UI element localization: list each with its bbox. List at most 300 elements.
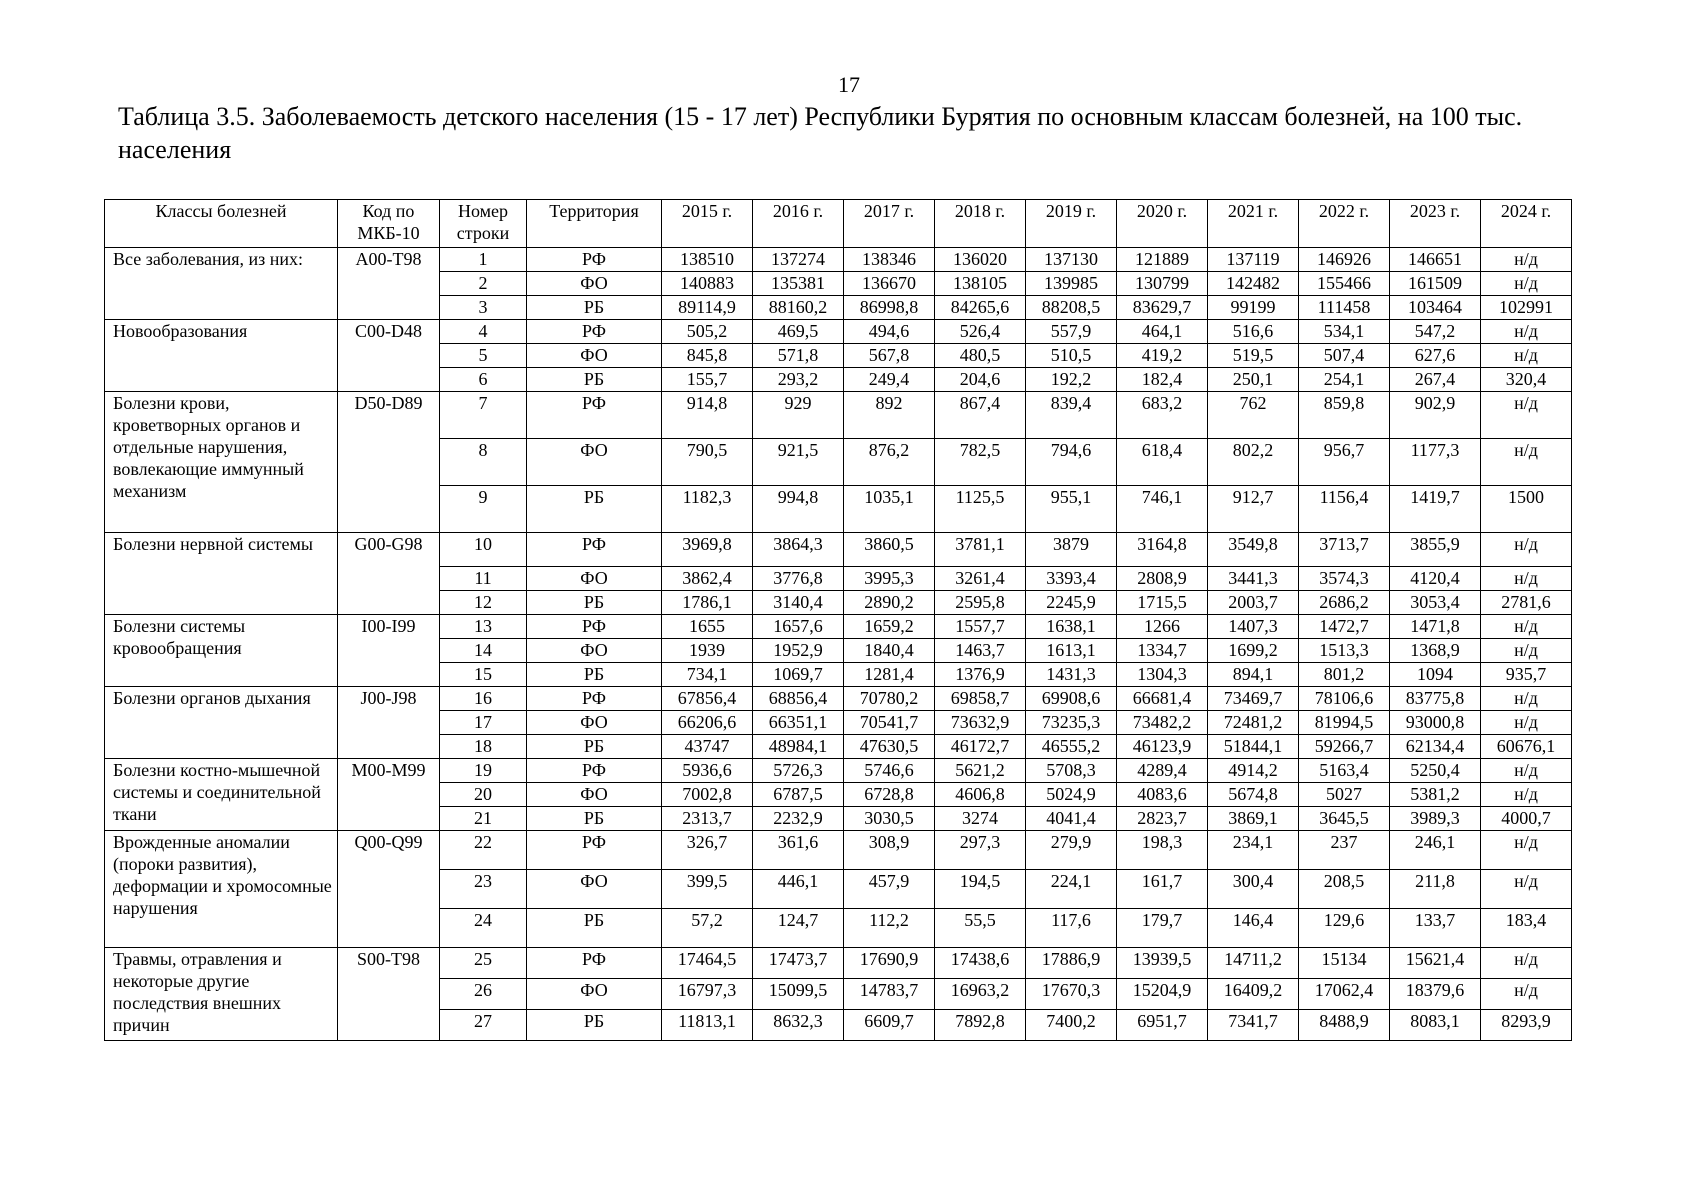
value-cell: 1472,7	[1299, 615, 1390, 639]
header-cell: 2019 г.	[1026, 200, 1117, 248]
value-cell: 3989,3	[1390, 807, 1481, 831]
value-cell: 320,4	[1481, 368, 1572, 392]
value-cell: 1035,1	[844, 486, 935, 533]
value-cell: 4120,4	[1390, 567, 1481, 591]
row-number-cell: 13	[440, 615, 527, 639]
value-cell: 146651	[1390, 248, 1481, 272]
value-cell: 11813,1	[662, 1010, 753, 1041]
value-cell: 66681,4	[1117, 687, 1208, 711]
value-cell: 211,8	[1390, 870, 1481, 909]
row-number-cell: 19	[440, 759, 527, 783]
territory-cell: РФ	[527, 948, 662, 979]
value-cell: 111458	[1299, 296, 1390, 320]
disease-class-cell: Болезни костно-мышечной системы и соединительной ткани	[105, 759, 338, 831]
value-cell: 3860,5	[844, 533, 935, 567]
value-cell: 5674,8	[1208, 783, 1299, 807]
value-cell: 361,6	[753, 831, 844, 870]
value-cell: 18379,6	[1390, 979, 1481, 1010]
value-cell: 249,4	[844, 368, 935, 392]
value-cell: 734,1	[662, 663, 753, 687]
value-cell: 1952,9	[753, 639, 844, 663]
value-cell: 3781,1	[935, 533, 1026, 567]
value-cell: 183,4	[1481, 909, 1572, 948]
value-cell: 46555,2	[1026, 735, 1117, 759]
value-cell: 1431,3	[1026, 663, 1117, 687]
value-cell: 194,5	[935, 870, 1026, 909]
value-cell: 790,5	[662, 439, 753, 486]
value-cell: 399,5	[662, 870, 753, 909]
value-cell: н/д	[1481, 783, 1572, 807]
territory-cell: РФ	[527, 533, 662, 567]
table-body	[105, 248, 1572, 1041]
value-cell: 2781,6	[1481, 591, 1572, 615]
value-cell: 68856,4	[753, 687, 844, 711]
value-cell: 1500	[1481, 486, 1572, 533]
value-cell: 139985	[1026, 272, 1117, 296]
value-cell: н/д	[1481, 567, 1572, 591]
value-cell: 135381	[753, 272, 844, 296]
territory-cell: РФ	[527, 615, 662, 639]
value-cell: 3053,4	[1390, 591, 1481, 615]
value-cell: 516,6	[1208, 320, 1299, 344]
value-cell: 66206,6	[662, 711, 753, 735]
header-cell: Классы болезней	[105, 200, 338, 248]
row-number-cell: 27	[440, 1010, 527, 1041]
icd-code-cell: I00-I99	[338, 615, 440, 687]
territory-cell: РФ	[527, 759, 662, 783]
value-cell: 929	[753, 392, 844, 439]
value-cell: 1939	[662, 639, 753, 663]
value-cell: 73235,3	[1026, 711, 1117, 735]
value-cell: 801,2	[1299, 663, 1390, 687]
value-cell: 746,1	[1117, 486, 1208, 533]
value-cell: 136670	[844, 272, 935, 296]
value-cell: 2245,9	[1026, 591, 1117, 615]
territory-cell: РБ	[527, 663, 662, 687]
value-cell: 3713,7	[1299, 533, 1390, 567]
value-cell: 16797,3	[662, 979, 753, 1010]
value-cell: 5027	[1299, 783, 1390, 807]
value-cell: 161509	[1390, 272, 1481, 296]
value-cell: 1699,2	[1208, 639, 1299, 663]
value-cell: 1715,5	[1117, 591, 1208, 615]
value-cell: 2003,7	[1208, 591, 1299, 615]
territory-cell: ФО	[527, 567, 662, 591]
value-cell: н/д	[1481, 711, 1572, 735]
disease-class-cell: Болезни органов дыхания	[105, 687, 338, 759]
icd-code-cell: J00-J98	[338, 687, 440, 759]
row-number-cell: 23	[440, 870, 527, 909]
table-header-row	[105, 200, 1572, 248]
value-cell: 921,5	[753, 439, 844, 486]
territory-cell: ФО	[527, 639, 662, 663]
value-cell: 129,6	[1299, 909, 1390, 948]
value-cell: 67856,4	[662, 687, 753, 711]
value-cell: 3140,4	[753, 591, 844, 615]
value-cell: 419,2	[1117, 344, 1208, 368]
territory-cell: РБ	[527, 296, 662, 320]
value-cell: 204,6	[935, 368, 1026, 392]
value-cell: 7400,2	[1026, 1010, 1117, 1041]
header-cell: Код по МКБ-10	[338, 200, 440, 248]
value-cell: 15204,9	[1117, 979, 1208, 1010]
value-cell: н/д	[1481, 870, 1572, 909]
value-cell: 912,7	[1208, 486, 1299, 533]
value-cell: 137130	[1026, 248, 1117, 272]
value-cell: 146,4	[1208, 909, 1299, 948]
disease-class-cell: Болезни крови, кроветворных органов и отдельные нарушения, вовлекающие иммунный механизм	[105, 392, 338, 533]
value-cell: 308,9	[844, 831, 935, 870]
value-cell: 136020	[935, 248, 1026, 272]
row-number-cell: 9	[440, 486, 527, 533]
value-cell: 464,1	[1117, 320, 1208, 344]
header-cell: 2021 г.	[1208, 200, 1299, 248]
table-row	[105, 948, 1572, 979]
value-cell: 2890,2	[844, 591, 935, 615]
value-cell: 2808,9	[1117, 567, 1208, 591]
table-row	[105, 615, 1572, 639]
value-cell: 914,8	[662, 392, 753, 439]
value-cell: 99199	[1208, 296, 1299, 320]
value-cell: 892	[844, 392, 935, 439]
value-cell: 198,3	[1117, 831, 1208, 870]
value-cell: 480,5	[935, 344, 1026, 368]
row-number-cell: 5	[440, 344, 527, 368]
value-cell: 4289,4	[1117, 759, 1208, 783]
value-cell: 1638,1	[1026, 615, 1117, 639]
value-cell: 112,2	[844, 909, 935, 948]
value-cell: 3164,8	[1117, 533, 1208, 567]
value-cell: 81994,5	[1299, 711, 1390, 735]
value-cell: 46123,9	[1117, 735, 1208, 759]
header-cell: 2024 г.	[1481, 200, 1572, 248]
morbidity-table	[104, 199, 1572, 1041]
row-number-cell: 14	[440, 639, 527, 663]
value-cell: 1304,3	[1117, 663, 1208, 687]
value-cell: 3549,8	[1208, 533, 1299, 567]
value-cell: 16409,2	[1208, 979, 1299, 1010]
value-cell: 627,6	[1390, 344, 1481, 368]
value-cell: 73482,2	[1117, 711, 1208, 735]
row-number-cell: 7	[440, 392, 527, 439]
value-cell: 1407,3	[1208, 615, 1299, 639]
header-cell: Номер строки	[440, 200, 527, 248]
value-cell: 121889	[1117, 248, 1208, 272]
value-cell: 5024,9	[1026, 783, 1117, 807]
territory-cell: РФ	[527, 392, 662, 439]
value-cell: 66351,1	[753, 711, 844, 735]
territory-cell: РБ	[527, 368, 662, 392]
value-cell: 3969,8	[662, 533, 753, 567]
value-cell: 505,2	[662, 320, 753, 344]
row-number-cell: 26	[440, 979, 527, 1010]
value-cell: 326,7	[662, 831, 753, 870]
value-cell: 5163,4	[1299, 759, 1390, 783]
value-cell: 3393,4	[1026, 567, 1117, 591]
value-cell: 142482	[1208, 272, 1299, 296]
value-cell: 1334,7	[1117, 639, 1208, 663]
value-cell: 1557,7	[935, 615, 1026, 639]
table-row	[105, 320, 1572, 344]
value-cell: 17464,5	[662, 948, 753, 979]
value-cell: 571,8	[753, 344, 844, 368]
value-cell: 57,2	[662, 909, 753, 948]
territory-cell: РБ	[527, 807, 662, 831]
value-cell: 4041,4	[1026, 807, 1117, 831]
value-cell: 8293,9	[1481, 1010, 1572, 1041]
value-cell: 4083,6	[1117, 783, 1208, 807]
disease-class-cell: Врожденные аномалии (пороки развития), деформации и хромосомные нарушения	[105, 831, 338, 948]
value-cell: 88208,5	[1026, 296, 1117, 320]
value-cell: 5726,3	[753, 759, 844, 783]
territory-cell: ФО	[527, 439, 662, 486]
disease-class-cell: Травмы, отравления и некоторые другие последствия внешних причин	[105, 948, 338, 1041]
value-cell: 3862,4	[662, 567, 753, 591]
territory-cell: РБ	[527, 909, 662, 948]
value-cell: 3869,1	[1208, 807, 1299, 831]
value-cell: 47630,5	[844, 735, 935, 759]
value-cell: 1613,1	[1026, 639, 1117, 663]
value-cell: 17438,6	[935, 948, 1026, 979]
row-number-cell: 8	[440, 439, 527, 486]
value-cell: 526,4	[935, 320, 1026, 344]
territory-cell: ФО	[527, 272, 662, 296]
value-cell: 224,1	[1026, 870, 1117, 909]
value-cell: 55,5	[935, 909, 1026, 948]
value-cell: 935,7	[1481, 663, 1572, 687]
value-cell: 17473,7	[753, 948, 844, 979]
value-cell: 51844,1	[1208, 735, 1299, 759]
value-cell: 3645,5	[1299, 807, 1390, 831]
row-number-cell: 2	[440, 272, 527, 296]
value-cell: 1156,4	[1299, 486, 1390, 533]
value-cell: 300,4	[1208, 870, 1299, 909]
row-number-cell: 4	[440, 320, 527, 344]
icd-code-cell: G00-G98	[338, 533, 440, 615]
value-cell: н/д	[1481, 392, 1572, 439]
value-cell: н/д	[1481, 759, 1572, 783]
territory-cell: ФО	[527, 870, 662, 909]
value-cell: 3274	[935, 807, 1026, 831]
value-cell: 547,2	[1390, 320, 1481, 344]
value-cell: 867,4	[935, 392, 1026, 439]
value-cell: 7002,8	[662, 783, 753, 807]
value-cell: 519,5	[1208, 344, 1299, 368]
value-cell: 1182,3	[662, 486, 753, 533]
value-cell: 73469,7	[1208, 687, 1299, 711]
header-cell: 2015 г.	[662, 200, 753, 248]
territory-cell: РБ	[527, 735, 662, 759]
header-cell: 2020 г.	[1117, 200, 1208, 248]
value-cell: 15134	[1299, 948, 1390, 979]
territory-cell: РБ	[527, 486, 662, 533]
value-cell: 246,1	[1390, 831, 1481, 870]
icd-code-cell: D50-D89	[338, 392, 440, 533]
value-cell: н/д	[1481, 831, 1572, 870]
territory-cell: РФ	[527, 831, 662, 870]
value-cell: 1125,5	[935, 486, 1026, 533]
value-cell: 93000,8	[1390, 711, 1481, 735]
territory-cell: ФО	[527, 344, 662, 368]
value-cell: 86998,8	[844, 296, 935, 320]
row-number-cell: 18	[440, 735, 527, 759]
icd-code-cell: Q00-Q99	[338, 831, 440, 948]
value-cell: 15099,5	[753, 979, 844, 1010]
value-cell: 1069,7	[753, 663, 844, 687]
row-number-cell: 25	[440, 948, 527, 979]
value-cell: 138510	[662, 248, 753, 272]
territory-cell: ФО	[527, 783, 662, 807]
value-cell: 2313,7	[662, 807, 753, 831]
row-number-cell: 24	[440, 909, 527, 948]
value-cell: 3855,9	[1390, 533, 1481, 567]
value-cell: 534,1	[1299, 320, 1390, 344]
row-number-cell: 1	[440, 248, 527, 272]
row-number-cell: 15	[440, 663, 527, 687]
header-cell: 2017 г.	[844, 200, 935, 248]
value-cell: 155,7	[662, 368, 753, 392]
value-cell: 179,7	[1117, 909, 1208, 948]
header-cell: 2022 г.	[1299, 200, 1390, 248]
territory-cell: РФ	[527, 687, 662, 711]
value-cell: 1419,7	[1390, 486, 1481, 533]
value-cell: 267,4	[1390, 368, 1481, 392]
value-cell: 83775,8	[1390, 687, 1481, 711]
value-cell: 59266,7	[1299, 735, 1390, 759]
row-number-cell: 6	[440, 368, 527, 392]
row-number-cell: 3	[440, 296, 527, 320]
value-cell: 17670,3	[1026, 979, 1117, 1010]
value-cell: 70780,2	[844, 687, 935, 711]
value-cell: 6787,5	[753, 783, 844, 807]
value-cell: 60676,1	[1481, 735, 1572, 759]
value-cell: н/д	[1481, 344, 1572, 368]
value-cell: 782,5	[935, 439, 1026, 486]
value-cell: 1094	[1390, 663, 1481, 687]
value-cell: н/д	[1481, 320, 1572, 344]
value-cell: 2232,9	[753, 807, 844, 831]
value-cell: 279,9	[1026, 831, 1117, 870]
header-cell: 2016 г.	[753, 200, 844, 248]
territory-cell: РБ	[527, 591, 662, 615]
value-cell: 902,9	[1390, 392, 1481, 439]
header-cell: 2018 г.	[935, 200, 1026, 248]
value-cell: 8083,1	[1390, 1010, 1481, 1041]
value-cell: н/д	[1481, 687, 1572, 711]
value-cell: 17690,9	[844, 948, 935, 979]
table-title: Таблица 3.5. Заболеваемость детского населения (15 - 17 лет) Республики Бурятия по основным классам болезней, на 100 тыс. населения	[118, 102, 1523, 164]
value-cell: 130799	[1117, 272, 1208, 296]
value-cell: 138346	[844, 248, 935, 272]
value-cell: 3879	[1026, 533, 1117, 567]
value-cell: 1368,9	[1390, 639, 1481, 663]
value-cell: 14783,7	[844, 979, 935, 1010]
value-cell: 507,4	[1299, 344, 1390, 368]
value-cell: н/д	[1481, 639, 1572, 663]
value-cell: 182,4	[1117, 368, 1208, 392]
value-cell: 2823,7	[1117, 807, 1208, 831]
icd-code-cell: A00-T98	[338, 248, 440, 320]
value-cell: 137119	[1208, 248, 1299, 272]
value-cell: 802,2	[1208, 439, 1299, 486]
value-cell: 234,1	[1208, 831, 1299, 870]
value-cell: 6951,7	[1117, 1010, 1208, 1041]
value-cell: 69908,6	[1026, 687, 1117, 711]
value-cell: 117,6	[1026, 909, 1117, 948]
row-number-cell: 16	[440, 687, 527, 711]
value-cell: 73632,9	[935, 711, 1026, 735]
value-cell: 876,2	[844, 439, 935, 486]
disease-class-cell: Новообразования	[105, 320, 338, 392]
row-number-cell: 20	[440, 783, 527, 807]
value-cell: 4914,2	[1208, 759, 1299, 783]
territory-cell: РФ	[527, 320, 662, 344]
territory-cell: ФО	[527, 711, 662, 735]
row-number-cell: 11	[440, 567, 527, 591]
value-cell: 1786,1	[662, 591, 753, 615]
value-cell: 955,1	[1026, 486, 1117, 533]
value-cell: 138105	[935, 272, 1026, 296]
value-cell: 1655	[662, 615, 753, 639]
table-row	[105, 392, 1572, 439]
header-cell: 2023 г.	[1390, 200, 1481, 248]
territory-cell: РБ	[527, 1010, 662, 1041]
icd-code-cell: M00-M99	[338, 759, 440, 831]
value-cell: 683,2	[1117, 392, 1208, 439]
value-cell: 446,1	[753, 870, 844, 909]
value-cell: 3776,8	[753, 567, 844, 591]
value-cell: 2595,8	[935, 591, 1026, 615]
value-cell: 762	[1208, 392, 1299, 439]
value-cell: 4606,8	[935, 783, 1026, 807]
value-cell: 102991	[1481, 296, 1572, 320]
table-row	[105, 533, 1572, 567]
value-cell: 43747	[662, 735, 753, 759]
value-cell: 845,8	[662, 344, 753, 368]
value-cell: н/д	[1481, 948, 1572, 979]
value-cell: 3995,3	[844, 567, 935, 591]
value-cell: 4000,7	[1481, 807, 1572, 831]
page-number: 17	[838, 72, 860, 97]
value-cell: н/д	[1481, 439, 1572, 486]
value-cell: 557,9	[1026, 320, 1117, 344]
value-cell: 146926	[1299, 248, 1390, 272]
value-cell: 17062,4	[1299, 979, 1390, 1010]
value-cell: 161,7	[1117, 870, 1208, 909]
value-cell: 69858,7	[935, 687, 1026, 711]
row-number-cell: 22	[440, 831, 527, 870]
value-cell: 5381,2	[1390, 783, 1481, 807]
icd-code-cell: S00-T98	[338, 948, 440, 1041]
value-cell: 155466	[1299, 272, 1390, 296]
value-cell: 297,3	[935, 831, 1026, 870]
value-cell: 994,8	[753, 486, 844, 533]
value-cell: 3030,5	[844, 807, 935, 831]
value-cell: 6728,8	[844, 783, 935, 807]
table-row	[105, 248, 1572, 272]
table-row	[105, 831, 1572, 870]
value-cell: н/д	[1481, 533, 1572, 567]
value-cell: 88160,2	[753, 296, 844, 320]
value-cell: 5708,3	[1026, 759, 1117, 783]
value-cell: 89114,9	[662, 296, 753, 320]
table-row	[105, 687, 1572, 711]
value-cell: 894,1	[1208, 663, 1299, 687]
value-cell: 5621,2	[935, 759, 1026, 783]
value-cell: 1840,4	[844, 639, 935, 663]
value-cell: 1513,3	[1299, 639, 1390, 663]
value-cell: 8632,3	[753, 1010, 844, 1041]
